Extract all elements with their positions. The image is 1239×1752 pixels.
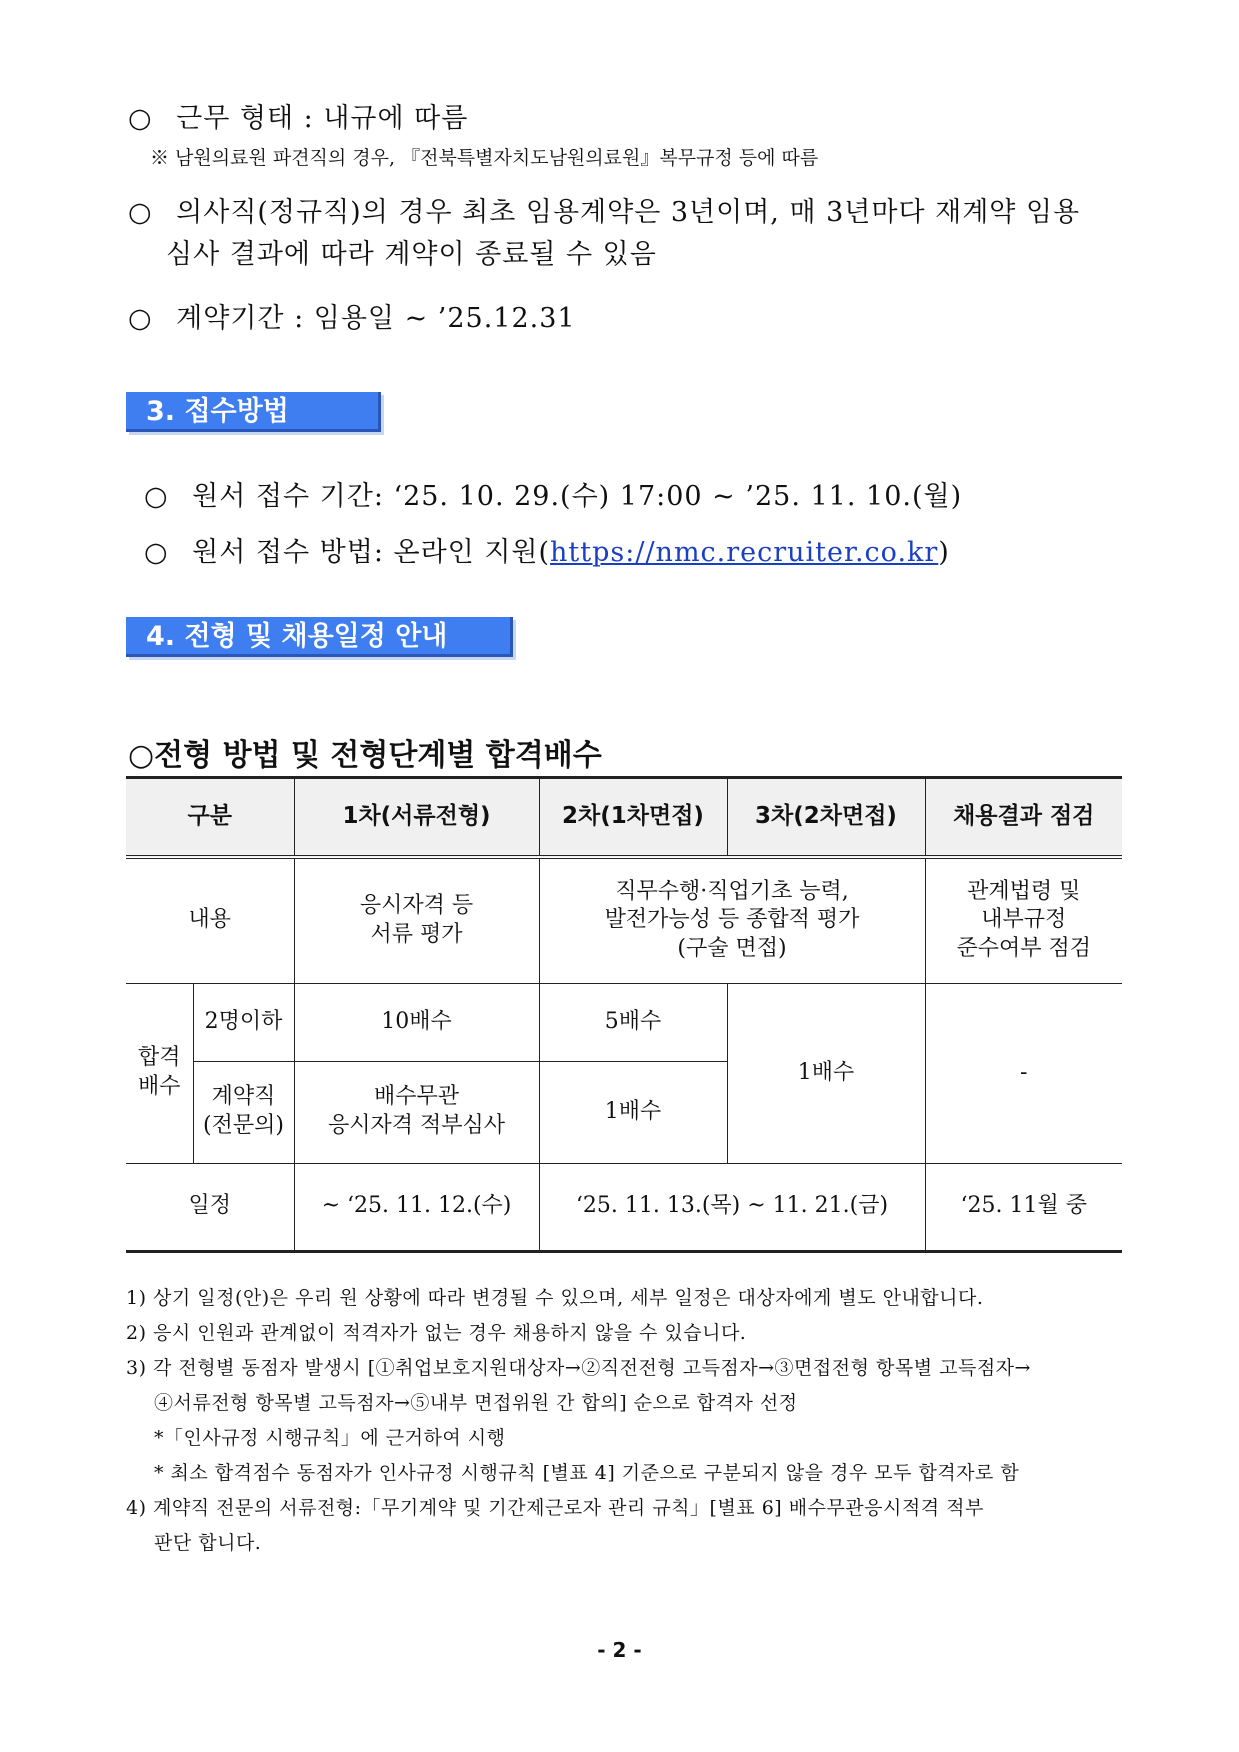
content-label: 내용 <box>126 857 294 983</box>
bullet-icon: ○ <box>128 103 153 134</box>
multiplier-label <box>126 983 193 1163</box>
method-prefix: 원서 접수 방법: 온라인 지원( <box>192 537 551 568</box>
contract-specialist-label <box>193 1061 294 1163</box>
contract-stage2: 1배수 <box>539 1061 727 1163</box>
work-type-item <box>128 96 468 135</box>
bullet-icon: ○ <box>128 303 153 334</box>
header-category: 구분 <box>126 778 294 858</box>
footnote-3-note2: * 최소 합격점수 동점자가 인사규정 시행규칙 [별표 4] 기준으로 구분되지 않을 경우 모두 합격자로 함 <box>154 1462 1020 1484</box>
footnote-2: 2) 응시 인원과 관계없이 적격자가 없는 경우 채용하지 않을 수 있습니다. <box>126 1322 747 1344</box>
application-method-item <box>144 530 950 569</box>
schedule-row <box>126 1163 1122 1251</box>
content-interview-line1: 직무수행·직업기초 능력, <box>615 878 849 904</box>
footnote-3-note1: *「인사규정 시행규칙」에 근거하여 시행 <box>154 1427 506 1449</box>
content-interviews <box>539 857 925 983</box>
work-type-note: ※ 남원의료원 파견직의 경우, 『전북특별자치도남원의료원』복무규정 등에 따름 <box>150 147 819 169</box>
footnote-4-line1: 4) 계약직 전문의 서류전형:「무기계약 및 기간제근로자 관리 규칙」[별표 6] 배수무관응시적격 적부 <box>126 1497 984 1519</box>
doctor-contract-line2: 심사 결과에 따라 계약이 종료될 수 있음 <box>166 239 657 270</box>
content-interview-line3: (구술 면접) <box>677 936 787 962</box>
page-number: - 2 - <box>597 1638 642 1662</box>
contract-period-text: 계약기간 : 임용일 ~ ’25.12.31 <box>176 303 576 334</box>
bullet-icon: ○ <box>128 197 153 228</box>
header-stage2: 2차(1차면접) <box>539 778 727 858</box>
content-stage1 <box>294 857 539 983</box>
under-two-label: 2명이하 <box>193 983 294 1061</box>
contract-label-line1: 계약직 <box>211 1084 276 1110</box>
contract-stage1 <box>294 1061 539 1163</box>
table-title: ○전형 방법 및 전형단계별 합격배수 <box>128 738 602 773</box>
content-interview-line2: 발전가능성 등 종합적 평가 <box>604 907 860 933</box>
footnote-3-line2: ④서류전형 항목별 고득점자→⑤내부 면접위원 간 합의] 순으로 합격자 선정 <box>154 1392 798 1414</box>
bullet-icon: ○ <box>144 537 169 568</box>
doctor-contract-item <box>128 190 1080 229</box>
selection-schedule-table <box>126 776 1122 1253</box>
contract-stage1-line2: 응시자격 적부심사 <box>327 1113 505 1138</box>
contract-stage1-line1: 배수무관 <box>373 1084 459 1110</box>
content-check <box>925 857 1122 983</box>
table-header-row <box>126 778 1122 858</box>
header-stage1: 1차(서류전형) <box>294 778 539 858</box>
schedule-label: 일정 <box>126 1163 294 1251</box>
footnote-4-line2: 판단 합니다. <box>154 1532 262 1554</box>
application-method-text <box>192 537 950 568</box>
schedule-interviews: ‘25. 11. 13.(목) ~ 11. 21.(금) <box>539 1163 925 1251</box>
content-stage1-line2: 서류 평가 <box>370 921 463 947</box>
schedule-stage1: ~ ‘25. 11. 12.(수) <box>294 1163 539 1251</box>
content-check-line2: 내부규정 <box>981 907 1067 933</box>
application-period-text: 원서 접수 기간: ‘25. 10. 29.(수) 17:00 ~ ’25. 11. 10.(월) <box>192 481 963 512</box>
work-type-text: 근무 형태 : 내규에 따름 <box>176 103 469 134</box>
schedule-check: ‘25. 11월 중 <box>925 1163 1122 1251</box>
stage3-multiplier: 1배수 <box>727 983 925 1163</box>
footnote-3-line1: 3) 각 전형별 동점자 발생시 [①취업보호지원대상자→②직전전형 고득점자→③면접전형 항목별 고득점자→ <box>126 1357 1031 1379</box>
footnote-1: 1) 상기 일정(안)은 우리 원 상황에 따라 변경될 수 있으며, 세부 일정은 대상자에게 별도 안내합니다. <box>126 1287 984 1309</box>
doctor-contract-line1: 의사직(정규직)의 경우 최초 임용계약은 3년이며, 매 3년마다 재계약 임용 <box>176 197 1081 228</box>
application-period-item <box>144 474 962 513</box>
content-check-line3: 준수여부 점검 <box>956 936 1091 962</box>
content-check-line1: 관계법령 및 <box>967 878 1081 904</box>
section-4-heading: 4. 전형 및 채용일정 안내 <box>126 617 513 657</box>
contract-label-line2: (전문의) <box>203 1113 284 1138</box>
bullet-icon: ○ <box>144 481 169 512</box>
header-stage3: 3차(2차면접) <box>727 778 925 858</box>
recruiter-link[interactable]: https://nmc.recruiter.co.kr <box>550 537 939 568</box>
method-suffix: ) <box>938 537 950 568</box>
under-two-stage1: 10배수 <box>294 983 539 1061</box>
section-3-heading: 3. 접수방법 <box>126 392 381 432</box>
contract-period-item <box>128 296 576 335</box>
multiplier-label-line1: 합격 <box>137 1045 181 1071</box>
check-multiplier: - <box>925 983 1122 1163</box>
content-stage1-line1: 응시자격 등 <box>359 893 474 919</box>
multiplier-row-1 <box>126 983 1122 1061</box>
multiplier-label-line2: 배수 <box>137 1074 181 1099</box>
header-result-check: 채용결과 점검 <box>925 778 1122 858</box>
content-row <box>126 857 1122 983</box>
under-two-stage2: 5배수 <box>539 983 727 1061</box>
